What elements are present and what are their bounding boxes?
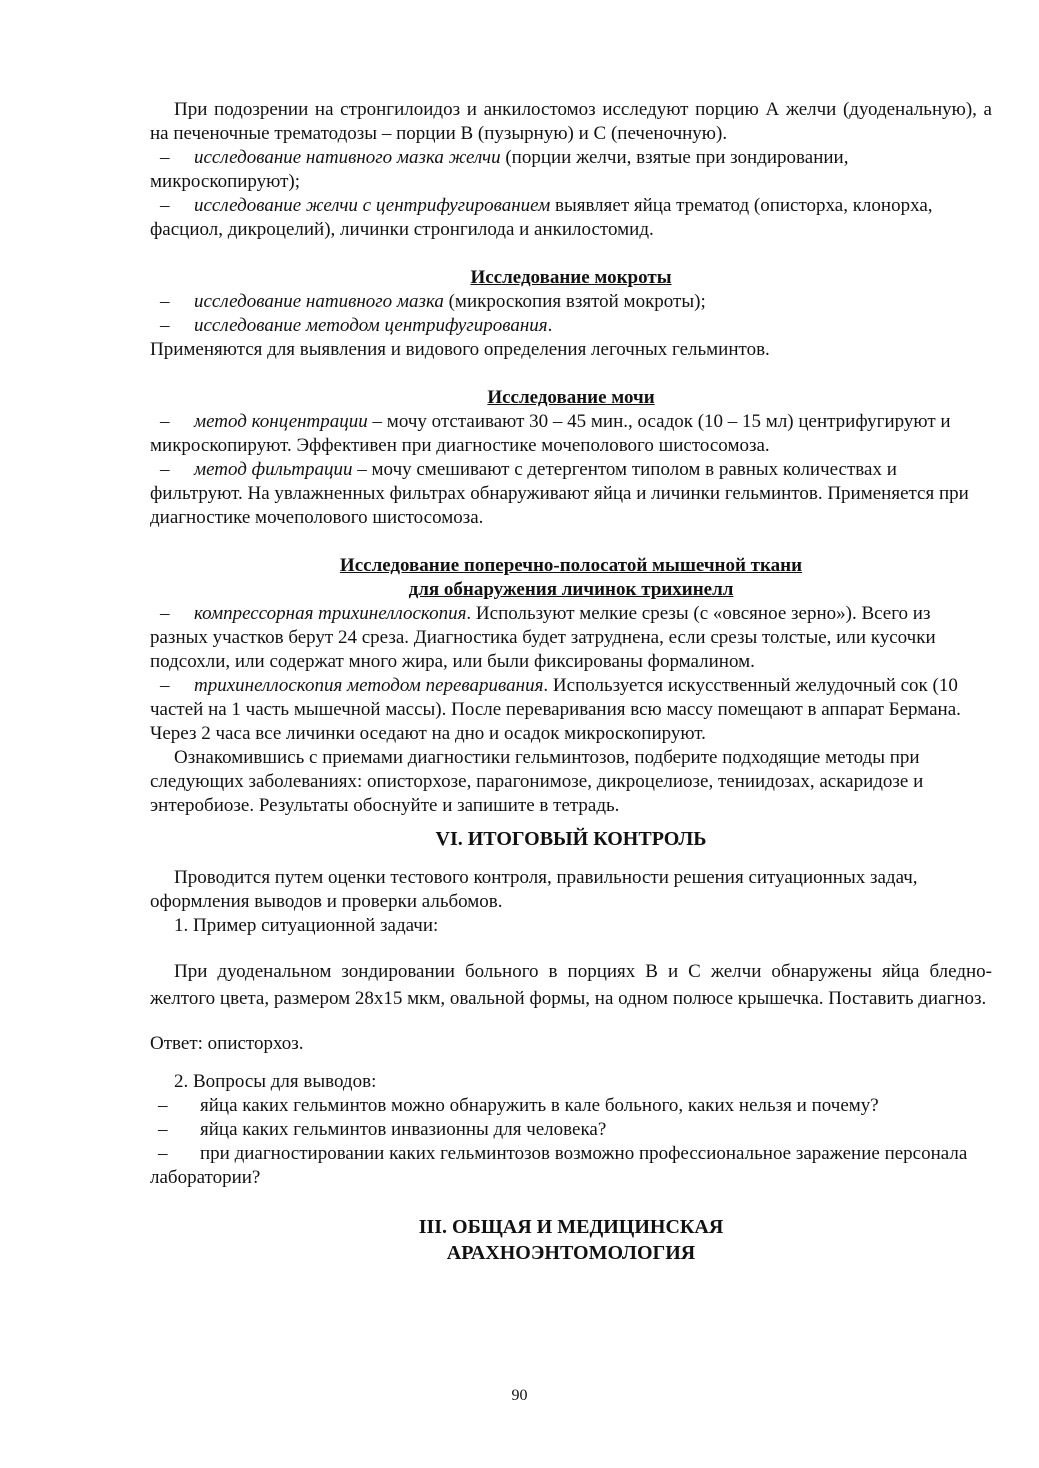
sputum-heading: Исследование мокроты (470, 267, 672, 288)
question-item (150, 1118, 992, 1142)
list-dash: – (158, 1143, 168, 1164)
section-heading-line2: АРАХНОЭНТОМОЛОГИЯ (446, 1242, 696, 1264)
method-term: исследование методом центрифугирования (194, 315, 548, 336)
list-dash: – (160, 147, 170, 168)
assignment-paragraph: Ознакомившись с приемами диагностики гельминтозов, подберите подходящие методы при следующих заболеваниях: описторхозе, парагонимозе, дикроцелиозе, тениидозах, аскаридозе и энтеробиозе. Результаты обоснуйте и запишите в тетрадь. (150, 747, 924, 816)
method-description: . Используют мелкие срезы (с «овсяное зерно»). Всего из разных участков берут 24 среза. Диагностика будет затруднена, если срезы толстые, или кусочки подсохли, или содержат много жира, или были фиксированы формалином. (150, 603, 936, 672)
final-control-heading: VI. ИТОГОВЫЙ КОНТРОЛЬ (435, 828, 707, 850)
bile-method-native (150, 146, 992, 194)
method-description: . (547, 315, 553, 336)
muscle-method-compression (150, 602, 992, 674)
list-dash: – (158, 1119, 168, 1140)
list-dash: – (160, 675, 170, 696)
list-dash: – (160, 603, 170, 624)
list-dash: – (160, 195, 170, 216)
method-term: исследование нативного мазка (194, 291, 444, 312)
method-description: . Используется искусственный желудочный сок (10 частей на 1 часть мышечной массы). После переваривания всю массу помещают в аппарат Бермана. Через 2 часа все личинки оседают на дно и осадок микроскопируют. (150, 675, 961, 744)
urine-heading: Исследование мочи (487, 387, 655, 408)
list-dash: – (160, 459, 170, 480)
sputum-method-centrifuge (150, 314, 992, 338)
example-task-label: 1. Пример ситуационной задачи: (174, 915, 439, 936)
case-task-paragraph: При дуоденальном зондировании больного в порциях В и С желчи обнаружены яйца бледно-желтого цвета, размером 28х15 мкм, овальной формы, на одном полюсе крышечка. Поставить диагноз. (150, 961, 992, 1009)
questions-label: 2. Вопросы для выводов: (174, 1071, 377, 1092)
final-control-paragraph: Проводится путем оценки тестового контроля, правильности решения ситуационных задач, оформления выводов и проверки альбомов. (150, 867, 918, 912)
question-text: яйца каких гельминтов можно обнаружить в кале больного, каких нельзя и почему? (200, 1095, 879, 1116)
muscle-heading-line2: для обнаружения личинок трихинелл (408, 579, 734, 600)
bile-method-centrifuge (150, 194, 992, 242)
answer-line: Ответ: описторхоз. (150, 1033, 304, 1054)
sputum-method-native (150, 290, 992, 314)
method-description: выявляет яйца трематод (описторха, клонорха, фасциол, дикроцелий), личинки стронгилода и анкилостомид. (150, 195, 933, 240)
sputum-note: Применяются для выявления и видового определения легочных гельминтов. (150, 339, 770, 360)
page-number: 90 (511, 1387, 528, 1404)
muscle-method-digestion (150, 674, 992, 746)
bile-intro-paragraph: При подозрении на стронгилоидоз и анкилостомоз исследуют порцию А желчи (дуоденальную), а на печеночные трематодозы – порции В (пузырную) и С (печеночную). (150, 99, 992, 144)
document-page (150, 98, 992, 1266)
method-term: метод фильтрации (194, 459, 353, 480)
method-term: исследование желчи с центрифугированием (194, 195, 551, 216)
method-term: компрессорная трихинеллоскопия (194, 603, 467, 624)
question-item (150, 1142, 992, 1190)
list-dash: – (160, 411, 170, 432)
method-description: (микроскопия взятой мокроты); (443, 291, 706, 312)
urine-method-filtration (150, 458, 992, 530)
method-term: исследование нативного мазка желчи (194, 147, 501, 168)
method-description: (порции желчи, взятые при зондировании, микроскопируют); (150, 147, 849, 192)
method-term: трихинеллоскопия методом переваривания (194, 675, 544, 696)
section-heading-line1: III. ОБЩАЯ И МЕДИЦИНСКАЯ (418, 1216, 724, 1238)
method-description: – мочу отстаивают 30 – 45 мин., осадок (10 – 15 мл) центрифугируют и микроскопируют. Эффективен при диагностике мочеполового шистосомоза. (150, 411, 951, 456)
method-description: – мочу смешивают с детергентом типолом в равных количествах и фильтруют. На увлажненных фильтрах обнаруживают яйца и личинки гельминтов. Применяется при диагностике мочеполового шистосомоза. (150, 459, 969, 528)
list-dash: – (160, 291, 170, 312)
question-text: при диагностировании каких гельминтозов возможно профессиональное заражение персонала лаборатории? (150, 1143, 968, 1188)
method-term: метод концентрации (194, 411, 368, 432)
urine-method-concentration (150, 410, 992, 458)
list-dash: – (160, 315, 170, 336)
question-text: яйца каких гельминтов инвазионны для человека? (200, 1119, 607, 1140)
question-item (150, 1094, 992, 1118)
muscle-heading-line1: Исследование поперечно-полосатой мышечной ткани (339, 555, 803, 576)
list-dash: – (158, 1095, 168, 1116)
